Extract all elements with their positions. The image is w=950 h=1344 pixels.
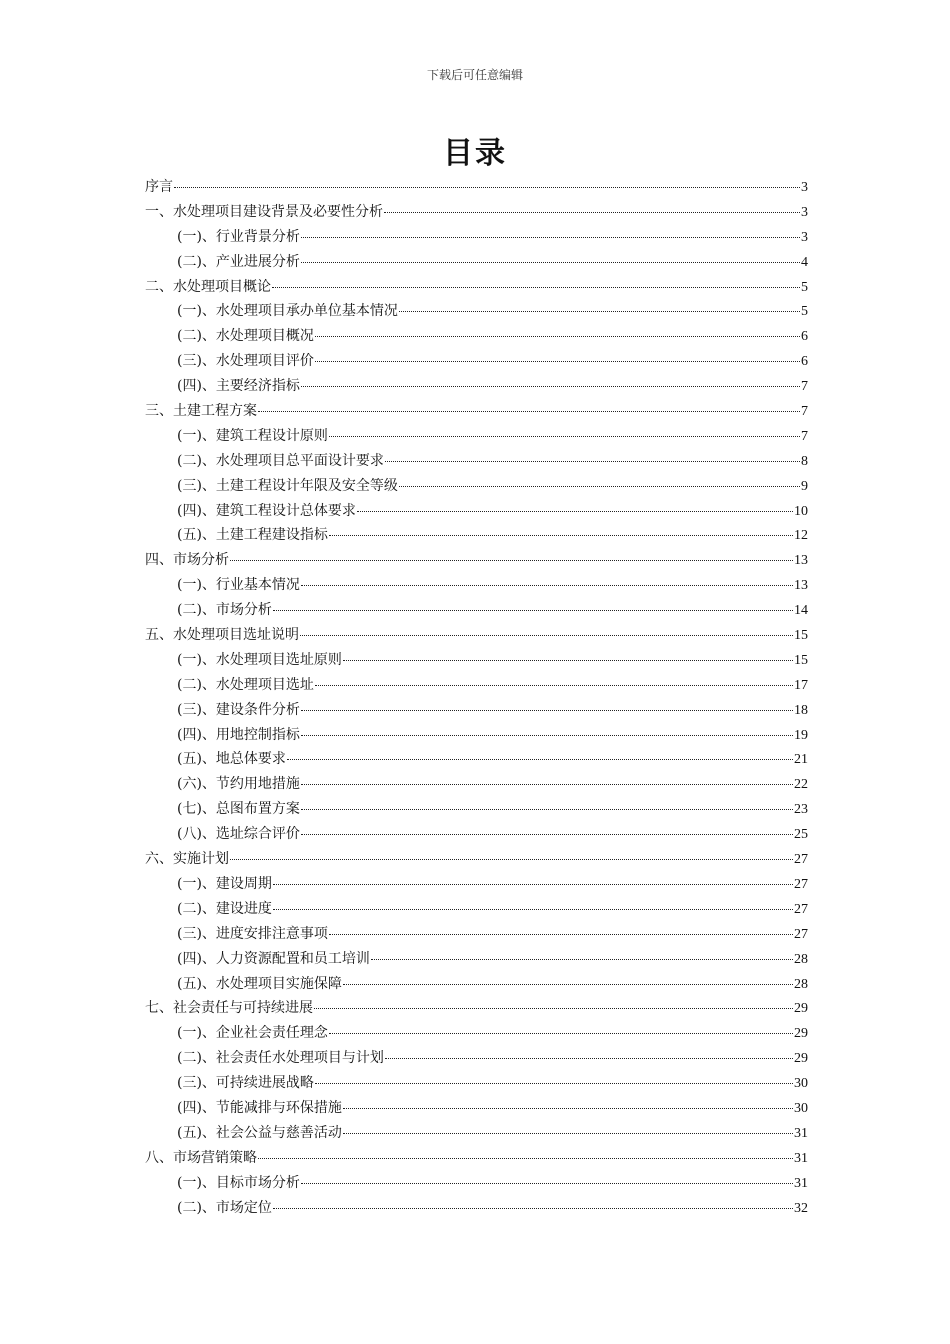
toc-entry[interactable] xyxy=(145,698,808,723)
toc-entry-page-number: 27 xyxy=(794,876,808,892)
toc-entry-label: 序言 xyxy=(145,179,173,195)
toc-entry-page-number: 18 xyxy=(794,702,808,718)
toc-dot-leader xyxy=(273,909,793,910)
toc-dot-leader xyxy=(301,834,793,835)
toc-entry[interactable] xyxy=(145,772,808,797)
toc-dot-leader xyxy=(174,187,800,188)
toc-entry-label: (二)、市场定位 xyxy=(177,1199,272,1216)
toc-entry[interactable] xyxy=(145,424,808,449)
toc-title: 目录 xyxy=(443,136,507,171)
page-header: 下载后可任意编辑 xyxy=(426,68,523,82)
toc-entry[interactable] xyxy=(145,175,808,200)
toc-entry-label: (四)、人力资源配置和员工培训 xyxy=(177,950,370,967)
toc-dot-leader xyxy=(343,984,793,985)
toc-dot-leader xyxy=(301,710,793,711)
toc-entry-page-number: 3 xyxy=(801,204,808,220)
toc-entry[interactable] xyxy=(145,1121,808,1146)
toc-entry-label: (一)、水处理项目承办单位基本情况 xyxy=(177,303,398,320)
toc-entry-page-number: 28 xyxy=(794,951,808,967)
toc-entry-label: (四)、主要经济指标 xyxy=(177,378,300,395)
toc-dot-leader xyxy=(300,635,793,636)
toc-entry-page-number: 3 xyxy=(801,180,808,195)
toc-entry-page-number: 14 xyxy=(794,603,808,619)
toc-dot-leader xyxy=(301,262,800,263)
toc-dot-leader xyxy=(315,361,800,362)
toc-dot-leader xyxy=(329,1033,793,1034)
toc-dot-leader xyxy=(301,237,800,238)
toc-dot-leader xyxy=(315,1083,793,1084)
toc-entry[interactable] xyxy=(145,897,808,922)
toc-entry-page-number: 13 xyxy=(794,578,808,594)
toc-entry-label: (四)、用地控制指标 xyxy=(177,726,300,743)
toc-entry-label: (二)、社会责任水处理项目与计划 xyxy=(177,1050,384,1067)
toc-entry[interactable] xyxy=(145,922,808,947)
toc-entry-label: 五、水处理项目选址说明 xyxy=(145,627,299,644)
toc-entry[interactable] xyxy=(145,673,808,698)
toc-entry-label: (一)、水处理项目选址原则 xyxy=(177,651,342,668)
toc-dot-leader xyxy=(385,461,800,462)
toc-entry[interactable] xyxy=(145,1021,808,1046)
toc-dot-leader xyxy=(258,1158,793,1159)
toc-entry-label: (二)、水处理项目概况 xyxy=(177,328,314,345)
toc-entry[interactable] xyxy=(145,523,808,548)
toc-entry[interactable] xyxy=(145,275,808,300)
toc-entry[interactable] xyxy=(145,200,808,225)
toc-entry-label: 一、水处理项目建设背景及必要性分析 xyxy=(145,203,383,220)
toc-dot-leader xyxy=(343,1108,793,1109)
toc-entry-page-number: 22 xyxy=(794,777,808,793)
toc-entry[interactable] xyxy=(145,623,808,648)
toc-entry-page-number: 31 xyxy=(794,1175,808,1191)
toc-dot-leader xyxy=(301,585,793,586)
toc-entry-label: (二)、水处理项目总平面设计要求 xyxy=(177,452,384,469)
toc-entry-label: 三、土建工程方案 xyxy=(145,403,257,420)
toc-dot-leader xyxy=(384,212,800,213)
toc-dot-leader xyxy=(329,535,793,536)
toc-entry[interactable] xyxy=(145,947,808,972)
toc-entry[interactable] xyxy=(145,1096,808,1121)
toc-entry-page-number: 8 xyxy=(801,453,808,469)
toc-entry[interactable] xyxy=(145,299,808,324)
toc-entry-page-number: 7 xyxy=(801,428,808,444)
toc-entry-page-number: 7 xyxy=(801,379,808,395)
toc-dot-leader xyxy=(273,1208,793,1209)
toc-dot-leader xyxy=(301,386,800,387)
toc-entry-page-number: 31 xyxy=(794,1125,808,1141)
toc-entry-label: (一)、行业背景分析 xyxy=(177,228,300,245)
toc-entry[interactable] xyxy=(145,723,808,748)
toc-entry-page-number: 27 xyxy=(794,901,808,917)
toc-entry-label: (一)、建设周期 xyxy=(177,875,272,892)
toc-entry[interactable] xyxy=(145,548,808,573)
toc-entry-label: (一)、建筑工程设计原则 xyxy=(177,427,328,444)
toc-entry-label: (一)、目标市场分析 xyxy=(177,1174,300,1191)
toc-entry-label: (三)、可持续进展战略 xyxy=(177,1075,314,1092)
toc-entry[interactable] xyxy=(145,449,808,474)
toc-entry-label: 二、水处理项目概论 xyxy=(145,278,271,295)
toc-entry-label: (一)、行业基本情况 xyxy=(177,577,300,594)
toc-entry-page-number: 30 xyxy=(794,1100,808,1116)
toc-dot-leader xyxy=(273,884,793,885)
toc-entry-label: 四、市场分析 xyxy=(145,552,229,569)
toc-dot-leader xyxy=(399,311,800,312)
toc-entry[interactable] xyxy=(145,972,808,997)
toc-entry-label: (八)、选址综合评价 xyxy=(177,826,300,843)
toc-entry-page-number: 29 xyxy=(794,1026,808,1042)
toc-entry-label: (五)、地总体要求 xyxy=(177,751,286,768)
toc-entry-page-number: 7 xyxy=(801,404,808,420)
toc-entry-page-number: 28 xyxy=(794,976,808,992)
toc-entry-page-number: 13 xyxy=(794,553,808,569)
toc-entry-page-number: 30 xyxy=(794,1076,808,1092)
toc-entry[interactable] xyxy=(145,648,808,673)
toc-dot-leader xyxy=(315,685,793,686)
toc-entry-label: (二)、建设进度 xyxy=(177,900,272,917)
toc-entry-page-number: 27 xyxy=(794,926,808,942)
toc-entry[interactable] xyxy=(145,747,808,772)
toc-entry-label: (一)、企业社会责任理念 xyxy=(177,1025,328,1042)
toc-dot-leader xyxy=(230,859,793,860)
toc-entry[interactable] xyxy=(145,499,808,524)
toc-entry[interactable] xyxy=(145,474,808,499)
toc-entry-page-number: 9 xyxy=(801,478,808,494)
toc-dot-leader xyxy=(343,1133,793,1134)
toc-dot-leader xyxy=(258,411,800,412)
toc-dot-leader xyxy=(301,784,793,785)
toc-entry[interactable] xyxy=(145,1146,808,1171)
toc-entry-label: (三)、土建工程设计年限及安全等级 xyxy=(177,477,398,494)
toc-dot-leader xyxy=(301,809,793,810)
toc-dot-leader xyxy=(357,511,793,512)
toc-entry-page-number: 21 xyxy=(794,752,808,768)
toc-entry-page-number: 17 xyxy=(794,677,808,693)
toc-entry[interactable] xyxy=(145,1046,808,1071)
toc-dot-leader xyxy=(371,959,793,960)
toc-entry-label: (三)、进度安排注意事项 xyxy=(177,925,328,942)
toc-entry-page-number: 19 xyxy=(794,727,808,743)
toc-entry-label: (二)、产业进展分析 xyxy=(177,253,300,270)
toc-entry-label: (六)、节约用地措施 xyxy=(177,776,300,793)
toc-entry[interactable] xyxy=(145,847,808,872)
toc-entry-page-number: 3 xyxy=(801,229,808,245)
toc-entry[interactable] xyxy=(145,573,808,598)
toc-entry-label: (三)、建设条件分析 xyxy=(177,701,300,718)
toc-entry[interactable] xyxy=(145,797,808,822)
toc-entry-label: (四)、建筑工程设计总体要求 xyxy=(177,502,356,519)
table-of-contents xyxy=(145,175,808,1220)
toc-entry[interactable] xyxy=(145,1196,808,1221)
toc-entry[interactable] xyxy=(145,250,808,275)
toc-entry[interactable] xyxy=(145,996,808,1021)
toc-entry[interactable] xyxy=(145,872,808,897)
toc-entry-page-number: 4 xyxy=(801,254,808,270)
toc-dot-leader xyxy=(315,336,800,337)
toc-dot-leader xyxy=(329,934,793,935)
toc-dot-leader xyxy=(314,1008,793,1009)
toc-entry-label: 七、社会责任与可持续进展 xyxy=(145,1000,313,1017)
toc-dot-leader xyxy=(343,660,793,661)
toc-entry-label: (五)、水处理项目实施保障 xyxy=(177,975,342,992)
toc-entry-label: (五)、社会公益与慈善活动 xyxy=(177,1124,342,1141)
toc-entry-label: 八、市场营销策略 xyxy=(145,1149,257,1166)
toc-entry-label: (二)、市场分析 xyxy=(177,602,272,619)
toc-entry[interactable] xyxy=(145,225,808,250)
toc-dot-leader xyxy=(272,287,800,288)
toc-entry[interactable] xyxy=(145,1071,808,1096)
toc-entry-label: (七)、总图布置方案 xyxy=(177,801,300,818)
toc-entry-label: (二)、水处理项目选址 xyxy=(177,676,314,693)
toc-entry-page-number: 15 xyxy=(794,628,808,644)
toc-dot-leader xyxy=(273,610,793,611)
toc-entry[interactable] xyxy=(145,374,808,399)
toc-entry-page-number: 6 xyxy=(801,354,808,370)
toc-entry-page-number: 5 xyxy=(801,279,808,295)
toc-dot-leader xyxy=(329,436,800,437)
toc-entry-label: (五)、土建工程建设指标 xyxy=(177,527,328,544)
toc-entry[interactable] xyxy=(145,349,808,374)
toc-dot-leader xyxy=(230,560,793,561)
toc-dot-leader xyxy=(301,735,793,736)
toc-entry-label: 六、实施计划 xyxy=(145,851,229,868)
toc-entry-page-number: 5 xyxy=(801,304,808,320)
toc-entry[interactable] xyxy=(145,399,808,424)
toc-entry-page-number: 25 xyxy=(794,827,808,843)
toc-entry-page-number: 32 xyxy=(794,1200,808,1216)
toc-entry-page-number: 29 xyxy=(794,1001,808,1017)
toc-dot-leader xyxy=(385,1058,793,1059)
toc-dot-leader xyxy=(301,1183,793,1184)
toc-entry-page-number: 31 xyxy=(794,1150,808,1166)
toc-entry[interactable] xyxy=(145,822,808,847)
toc-entry-label: (三)、水处理项目评价 xyxy=(177,353,314,370)
toc-entry[interactable] xyxy=(145,324,808,349)
toc-entry-page-number: 10 xyxy=(794,503,808,519)
toc-entry-page-number: 6 xyxy=(801,329,808,345)
toc-entry-page-number: 29 xyxy=(794,1051,808,1067)
toc-entry-page-number: 27 xyxy=(794,852,808,868)
toc-entry-page-number: 23 xyxy=(794,802,808,818)
toc-dot-leader xyxy=(399,486,800,487)
toc-dot-leader xyxy=(287,759,793,760)
toc-entry-label: (四)、节能减排与环保措施 xyxy=(177,1099,342,1116)
toc-entry-page-number: 12 xyxy=(794,528,808,544)
toc-entry-page-number: 15 xyxy=(794,652,808,668)
toc-entry[interactable] xyxy=(145,1171,808,1196)
toc-entry[interactable] xyxy=(145,598,808,623)
